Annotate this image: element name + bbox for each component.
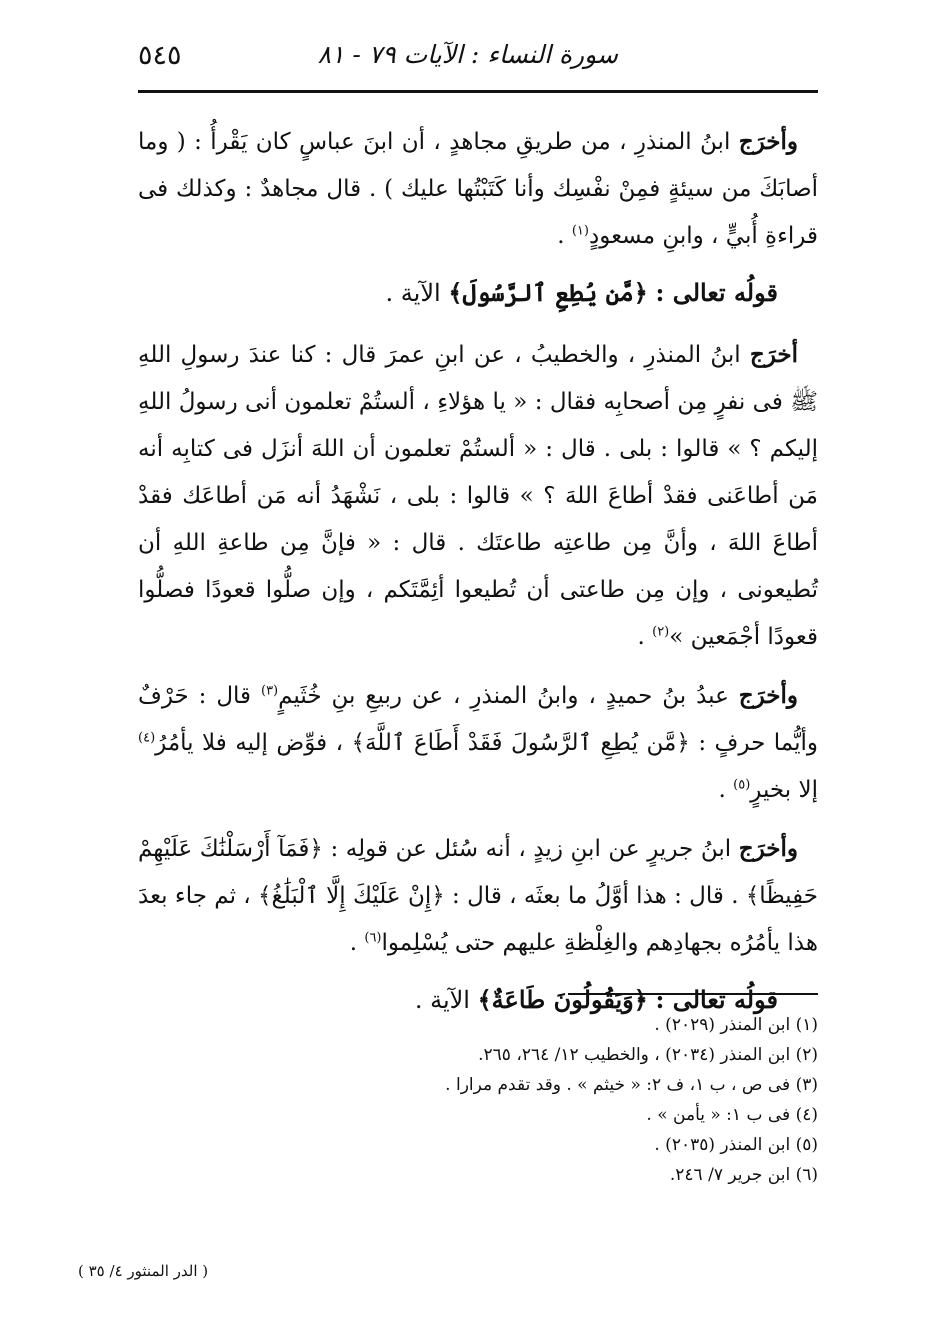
page-header (138, 38, 818, 84)
paragraph-text: ، ثم جاء بعدَ هذا يأمُرُه بجهادِهم والغِلْظةِ عليهم حتى يُسْلِموا (138, 883, 818, 956)
footnote-ref-3[interactable]: (٣) (260, 683, 279, 699)
paragraph-text: ابنُ المنذرِ ، والخطيبُ ، عن ابنِ عمرَ قال : كنا عندَ رسولِ اللهِ ﷺ فى نفرٍ مِن أصحابِه فقال : « يا هؤلاءِ ، ألستُمْ تعلمون أنى رسولُ اللهِ إليكم ؟ » قالوا : بلى . قال : « ألستُمْ تعلمون أن اللهَ أنزَل فى كتابِه أنه مَن أطاعَنى فقدْ أطاعَ اللهَ ؟ » قالوا : بلى ، نَشْهَدُ أنه مَن أطاعَك فقدْ أطاعَ اللهَ ، وأنَّ مِن طاعتِه طاعتَك . قال : « فإنَّ مِن طاعةِ اللهِ أن تُطيعونى ، وإن مِن طاعتى أن تُطيعوا أئِمَّتَكم ، وإن صلُّوا قعودًا فصلُّوا قعودًا أجْمَعين » (138, 342, 818, 650)
source-note: ( الدر المنثور ٤/ ٣٥ ) (78, 1262, 209, 1280)
paragraph-2 (138, 331, 818, 661)
footnote-4: (٤) فى ب ١: « يأمن » . (646, 1105, 818, 1125)
paragraph-text: . قال : هذا أوَّلُ ما بعثَه ، قال : (444, 883, 746, 909)
footnote-2: (٢) ابن المنذر (٢٠٣٤) ، والخطيب ١٢/ ٢٦٤، ٢٦٥. (478, 1045, 818, 1065)
paragraph-lead: أخرَج (749, 341, 798, 368)
paragraph-1 (138, 118, 818, 260)
quran-verse: ﴿فَمَآ أَرْسَلْنَٰكَ عَلَيْهِمْ حَفِيظًا﴾ (138, 836, 818, 909)
footnote-3: (٣) فى ص ، ب ١، ف ٢: « خيثم » . وقد تقدم مرارا . (445, 1075, 818, 1095)
paragraph-end: . (349, 930, 365, 956)
paragraph-lead: وأخرَج (738, 128, 798, 155)
quran-verse: ﴿إِنْ عَلَيْكَ إِلَّا ٱلْبَلَٰغُ﴾ (258, 883, 445, 909)
footnote-ref-1[interactable]: (١) (571, 223, 589, 239)
section-heading-1 (138, 271, 778, 315)
heading-rest: الآية . (385, 279, 449, 307)
quran-verse: ﴿وَيَقُولُونَ طَاعَةٌ﴾ (477, 985, 648, 1014)
footnote-ref-4[interactable]: (٤) (138, 730, 156, 746)
paragraph-lead: وأخرَج (738, 835, 798, 862)
footnote-ref-2[interactable]: (٢) (652, 624, 670, 640)
paragraph-4 (138, 825, 818, 967)
footnote-1: (١) ابن المنذر (٢٠٢٩) . (654, 1015, 818, 1035)
quran-verse: ﴿مَّن يُطِعِ ٱلرَّسُولَ﴾ (448, 278, 648, 307)
heading-label: قولُه تعالى : (655, 278, 778, 307)
paragraph-end: . (557, 223, 572, 249)
main-text (138, 118, 818, 1038)
quran-verse: ﴿مَّن يُطِعِ ٱلرَّسُولَ فَقَدْ أَطَاعَ ٱللَّهَ﴾ (351, 730, 690, 756)
paragraph-text: إلا بخيرٍ (750, 777, 818, 803)
footnote-6: (٦) ابن جرير ٧/ ٢٤٦. (669, 1165, 818, 1185)
footnote-ref-5[interactable]: (٥) (733, 777, 751, 793)
page-number: ٥٤٥ (138, 40, 182, 71)
paragraph-text: قال : حَرْفٌ وأيُّما حرفٍ : (138, 683, 818, 756)
footnote-ref-6[interactable]: (٦) (364, 930, 382, 946)
heading-label: قولُه تعالى : (655, 985, 778, 1014)
header-rule (138, 90, 818, 93)
paragraph-text: ابنُ جريرٍ عن ابنِ زيدٍ ، أنه سُئل عن قولِه : (322, 836, 739, 862)
footnotes (138, 1010, 818, 1190)
paragraph-3 (138, 672, 818, 814)
footnote-rule (568, 993, 818, 995)
paragraph-text: ابنُ المنذرِ ، من طريقِ مجاهدٍ ، أن ابنَ عباسٍ كان يَقْرأُ : ( وما أصابَكَ من سيئةٍ فمِنْ نفْسِك وأنا كَتَبْتُها عليك ) . قال مجاهدٌ : وكذلك فى قراءةِ أُبيٍّ ، وابنِ مسعودٍ (138, 129, 818, 249)
footnote-5: (٥) ابن المنذر (٢٠٣٥) . (654, 1135, 818, 1155)
paragraph-end: . (637, 624, 653, 650)
running-title: سورة النساء : الآيات ٧٩ - ٨١ (317, 40, 618, 69)
heading-rest: الآية . (414, 986, 478, 1014)
paragraph-end: . (718, 777, 734, 803)
paragraph-text: ، فوِّض إليه فلا يأمُرُ (155, 730, 352, 756)
paragraph-text: عبدُ بنُ حميدٍ ، وابنُ المنذرِ ، عن ربيعِ بنِ خُثَيمٍ (278, 683, 739, 709)
paragraph-lead: وأخرَج (738, 682, 798, 709)
